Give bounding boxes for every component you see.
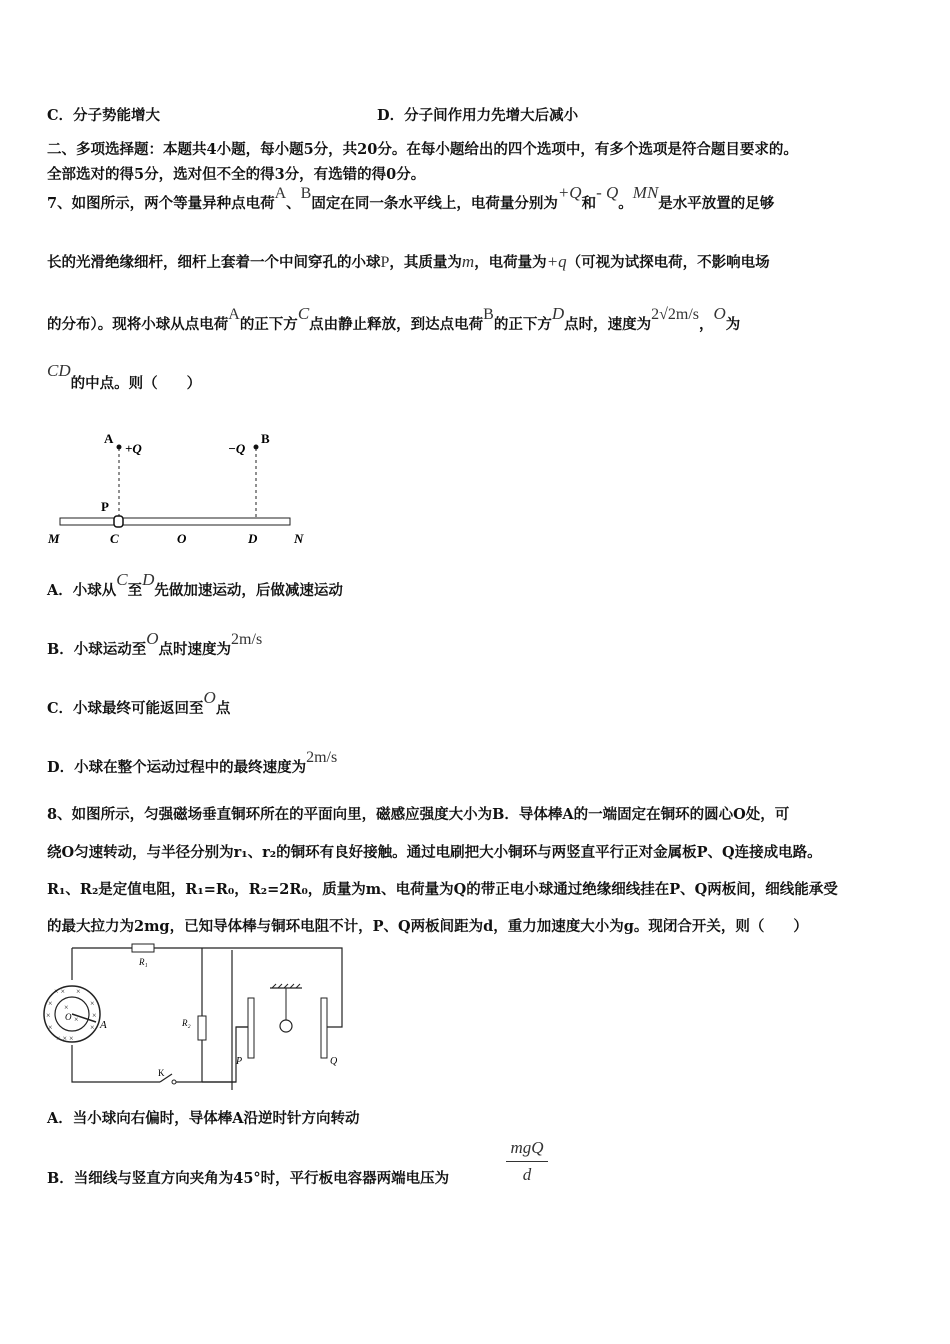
ball-p (114, 516, 123, 527)
svg-text:×: × (90, 999, 95, 1008)
fig-label-a: A (104, 431, 114, 446)
label-k: K (158, 1068, 165, 1078)
svg-text:×: × (46, 1011, 51, 1020)
q7-stem-line2: 长的光滑绝缘细杆，细杆上套着一个中间穿孔的小球P，其质量为m，电荷量为+q（可视为试探电荷，不影响电场 (47, 252, 770, 271)
svg-text:×: × (64, 1003, 69, 1012)
q8-circuit-figure (38, 940, 358, 1090)
wire-left-bottom (72, 1045, 160, 1082)
section2-line1: 二、多项选择题：本题共4小题，每小题5分，共20分。在每小题给出的四个选项中，有多个选项是符合题目要求的。 (47, 141, 798, 158)
q7-stem-line3: 的分布）。现将小球从点电荷A的正下方C点由静止释放，到达点电荷B的正下方D点时，速度为2√2m/s，O为 (47, 304, 741, 333)
q7-option-c: C．小球最终可能返回至O点 (47, 688, 231, 717)
q8-stem-line4: 的最大拉力为2mg，已知导体棒与铜环电阻不计，P、Q两板间距为d，重力加速度大小为g。现闭合开关，则（ ） (47, 918, 808, 935)
fig-label-c: C (110, 531, 119, 546)
q7-option-a: A．小球从C至D先做加速运动，后做减速运动 (47, 570, 343, 599)
fig-label-minus-q: −Q (228, 441, 246, 456)
fig-label-plus-q: +Q (125, 441, 142, 456)
label-a: A (100, 1019, 107, 1031)
fig-label-b: B (261, 431, 270, 446)
charged-ball (280, 1020, 292, 1032)
q8-stem-line2: 绕O匀速转动，与半径分别为r₁、r₂的铜环有良好接触。通过电刷把大小铜环与两竖直平行正对金属板P、Q连接成电路。 (47, 844, 822, 861)
plate-q (321, 998, 327, 1058)
fig-label-d: D (248, 531, 258, 546)
svg-text:×: × (76, 987, 81, 996)
q7-figure (44, 428, 324, 553)
svg-text:×: × (92, 1011, 97, 1020)
svg-text:×: × (48, 1023, 53, 1032)
svg-text:× × ×: × × × (56, 1034, 74, 1043)
q7-stem-line4: CD的中点。则（ ） (47, 361, 202, 392)
label-o: O (65, 1012, 72, 1022)
svg-text:×: × (74, 1015, 79, 1024)
q8-stem-line1: 8、如图所示，匀强磁场垂直铜环所在的平面向里，磁感应强度大小为B．导体棒A的一端固定在铜环的圆心O处，可 (47, 806, 790, 823)
fig-label-m: M (48, 531, 60, 546)
rod-mn (60, 518, 290, 525)
q8-fraction (506, 1138, 548, 1185)
fig-label-p: P (101, 499, 109, 514)
q7-stem-line1: 7、如图所示，两个等量异种点电荷A、B固定在同一条水平线上，电荷量分别为+Q和- Q。MN是水平放置的足够 (47, 183, 775, 212)
label-p: P (236, 1056, 243, 1067)
fraction-numerator: mgQ (510, 1138, 544, 1157)
section2-line2: 全部选对的得5分，选对但不全的得3分，有选错的得0分。 (47, 166, 426, 183)
q7-option-d: D．小球在整个运动过程中的最终速度为2m/s (47, 749, 338, 776)
svg-text:× ×: × × (54, 987, 66, 996)
q6-option-c: C．分子势能增大 (47, 107, 161, 124)
charge-b-dot (254, 445, 259, 450)
resistor-r2 (198, 1016, 206, 1040)
svg-text:×: × (90, 1023, 95, 1032)
resistor-r1 (132, 944, 154, 952)
plate-p (248, 998, 254, 1058)
q7-option-b: B．小球运动至O点时速度为2m/s (47, 629, 263, 658)
fraction-denominator: d (522, 1165, 532, 1184)
q8-option-b: B．当细线与竖直方向夹角为45°时，平行板电容器两端电压为 (47, 1170, 450, 1187)
fig-label-o: O (177, 531, 187, 546)
charge-a-dot (117, 445, 122, 450)
q6-option-d: D．分子间作用力先增大后减小 (377, 107, 579, 124)
svg-text:×: × (48, 999, 53, 1008)
q8-stem-line3: R₁、R₂是定值电阻，R₁=R₀，R₂=2R₀，质量为m、电荷量为Q的带正电小球通过绝缘细线挂在P、Q两板间，细线能承受 (47, 881, 838, 898)
label-q: Q (330, 1056, 338, 1067)
label-r2: R₂ (182, 1018, 191, 1028)
q8-option-a: A．当小球向右偏时，导体棒A沿逆时针方向转动 (47, 1110, 360, 1127)
fig-label-n: N (294, 531, 304, 546)
label-r1: R₁ (139, 957, 148, 967)
